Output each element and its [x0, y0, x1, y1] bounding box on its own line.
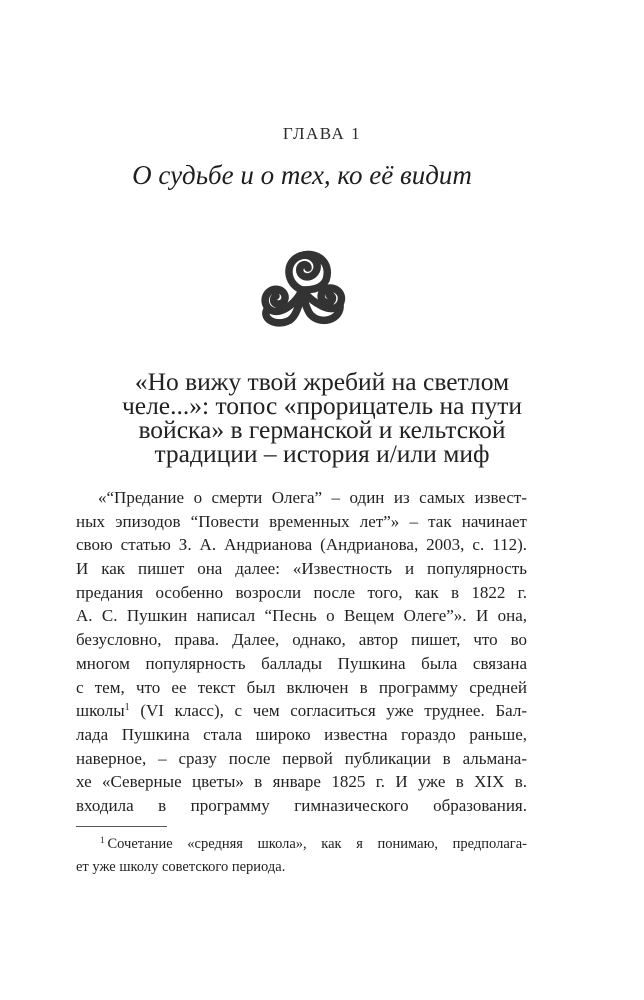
footnote-reference[interactable]: 1 — [124, 702, 130, 714]
footnote-1 — [76, 833, 527, 856]
body-line — [76, 699, 527, 723]
chapter-label: ГЛАВА 1 — [282, 124, 362, 143]
body-line: «“Предание о смерти Олега” – один из самых извест- — [98, 488, 527, 507]
body-line: предания особенно возросли после того, как в 1822 г. — [76, 582, 527, 602]
body-line: И как пишет она далее: «Известность и популярность — [76, 559, 527, 579]
body-line: ных эпизодов “Повести временных лет”» – так начинает — [76, 511, 527, 531]
body-line: свою статью З. А. Андрианова (Андрианова, 2003, с. 112). — [76, 535, 527, 555]
chapter-subtitle: О судьбе и о тех, ко её видит — [132, 160, 472, 190]
footnote-1-continuation: ет уже школу советского периода. — [76, 859, 286, 875]
section-heading — [64, 367, 580, 468]
body-line-text: (VI класс), с чем согласиться уже труднее. Бал- — [129, 701, 527, 721]
body-line: многом популярность баллады Пушкина была связана — [76, 653, 527, 673]
section-heading-line: войска» в германской и кельтской — [138, 415, 506, 444]
footnote-mark: 1 — [100, 835, 105, 845]
body-line: безусловно, права. Далее, однако, автор пишет, что во — [76, 630, 527, 650]
footnote-divider — [76, 826, 167, 827]
triskelion-icon — [256, 244, 348, 328]
section-heading-line: традиции – история и/или миф — [154, 439, 490, 468]
body-line: А. С. Пушкин написал “Песнь о Вещем Олеге”». И она, — [76, 606, 527, 626]
body-line: хе «Северные цветы» в январе 1825 г. И уже в XIX в. — [76, 772, 527, 792]
body-line: с тем, что ее текст был включен в программу средней — [76, 677, 527, 697]
body-line: лада Пушкина стала широко известна гораздо раньше, — [76, 724, 527, 744]
footnote-text: Сочетание «средняя школа», как я понимаю, предполага- — [107, 836, 527, 852]
body-line: наверное, – сразу после первой публикации в альмана- — [76, 748, 527, 768]
body-paragraph — [76, 486, 527, 818]
section-heading-line: челе...»: топос «прорицатель на пути — [121, 391, 523, 420]
body-line: входила в программу гимназического образования. — [76, 795, 527, 815]
body-line-text: школы — [76, 701, 125, 721]
section-heading-line: «Но вижу твой жребий на светлом — [134, 367, 510, 396]
footnotes — [76, 833, 527, 879]
